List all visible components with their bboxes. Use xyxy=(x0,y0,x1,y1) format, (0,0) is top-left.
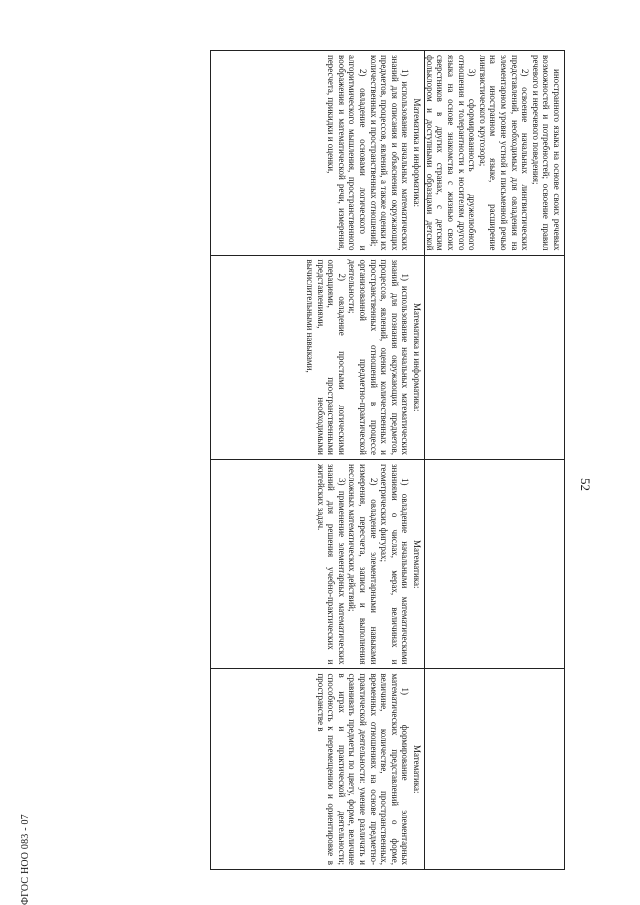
table-cell-math-3 xyxy=(211,460,424,668)
cell-paragraph: 1) использование начальных математических знаний для описания и объяснения окружающих предметов, процессов, явлений, а также оценки их количественных и пространственных отношений; xyxy=(368,55,411,251)
table-column-4 xyxy=(211,669,564,869)
table-column-2 xyxy=(211,256,564,461)
cell-paragraph: 3) применение элементарных математических знаний для решения учебно-практических и житейских задач. xyxy=(315,464,347,665)
document-side-note: ФГОС НОО 083 - 07 xyxy=(20,814,31,905)
page-number: 52 xyxy=(578,478,593,491)
cell-paragraph: 3) сформированность дружелюбного отношения и толерантности к носителям другого языка на основе знакомства с жизнью своих сверстников в других странах, с детским фольклором и доступными образцами детской xyxy=(424,55,478,251)
table-column-1 xyxy=(211,51,564,256)
table-cell-math-4 xyxy=(211,669,424,869)
table-column-3 xyxy=(211,460,564,669)
table-cell-math-2 xyxy=(211,256,424,460)
table-cell-empty xyxy=(424,669,564,869)
table-cell-math-1 xyxy=(211,51,424,255)
cell-paragraph: 2) овладение элементарными навыками измерения, пересчета, записи и выполнения несложных математических действий; xyxy=(347,464,379,665)
cell-heading: Математика: xyxy=(412,744,422,794)
cell-heading: Математика: xyxy=(412,539,422,589)
cell-paragraph: 2) овладение простыми логическими операциями, пространственными представлениями, необходимыми вычислительными навыками, xyxy=(304,259,347,455)
cell-heading: Математика и информатика: xyxy=(412,98,422,208)
cell-paragraph: 1) овладение начальными математическими знаниями о числах, мерах, величинах и геометрических фигурах; xyxy=(379,464,411,665)
cell-paragraph: иностранного языка на основе своих речевых возможностей и потребностей; освоение правил речевого и неречевого поведения; xyxy=(530,55,562,251)
cell-paragraph: 2) овладение основами логического и алгоритмического мышления, пространственного воображения и математической речи, измерения, пересчета, прикидки и оценки, xyxy=(326,55,368,251)
cell-paragraph: 2) освоение начальных лингвистических представлений, необходимых для овладения на элементарном уровне устной и письменной речью на иностранном языке, расширение лингвистического кругозора; xyxy=(477,55,531,251)
cell-heading: Математика и информатика: xyxy=(412,302,422,412)
table-cell-empty xyxy=(424,256,564,460)
standards-table xyxy=(210,50,565,870)
table-cell-empty xyxy=(424,460,564,668)
table-cell-foreign-language xyxy=(424,51,564,255)
cell-paragraph: 1) использование начальных математических знаний для познания окружающих предметов, процессов, явлений, оценки количественных и пространственных отношений в процессе организованной предметно-практической деятельности; xyxy=(347,259,411,455)
cell-paragraph: 1) формирование элементарных математических представлений о форме, величине, количестве, пространственных, временных отношениях на основе предметно-практической деятельности: умение различать и сравнивать предметы по цвету, форме, величине в играх и практической деятельности; способность к перемещению и ориентировке в пространстве в xyxy=(315,673,411,865)
